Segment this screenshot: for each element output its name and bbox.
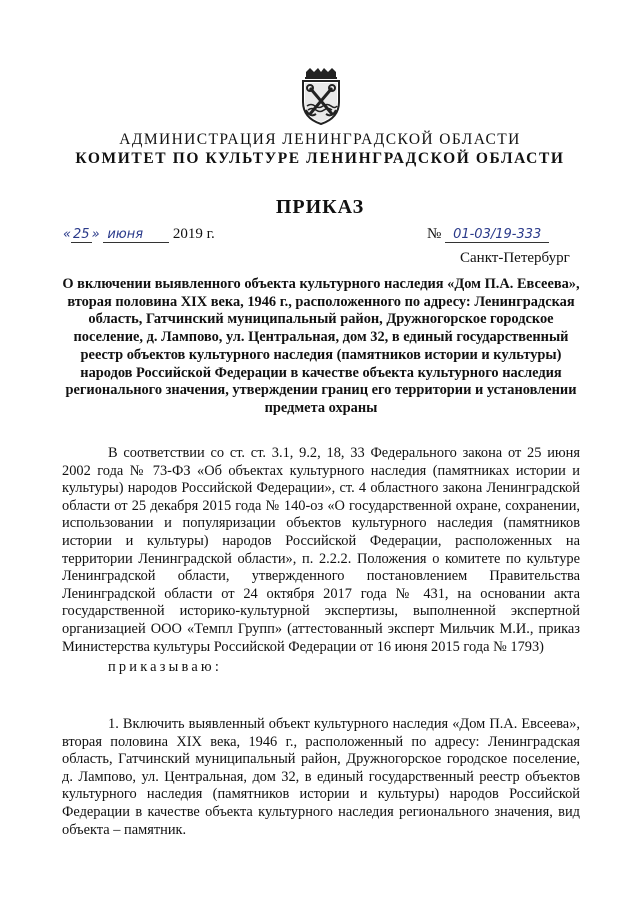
organization-line-1: АДМИНИСТРАЦИЯ ЛЕНИНГРАДСКОЙ ОБЛАСТИ <box>119 131 521 148</box>
preamble-paragraph: В соответствии со ст. ст. 3.1, 9.2, 18, 33 Федерального закона от 25 июня 2002 года № 73-ФЗ «Об объектах культурного наследия (памятниках истории и культуры) народов Российской Федерации», ст. 4 областного закона Ленинградской области от 25 декабря 2015 года № 140-оз «О государственной охране, сохранении, использовании и популяризации объектов культурного наследия (памятников истории и культуры) народов Российской Федерации, расположенных на территории Ленинградской области», п. 2.2.2. Положения о комитете по культуре Ленинградской области, утвержденного постановлением Правительства Ленинградской области от 24 октября 2017 года № 431, на основании акта государственной историко-культурной экспертизы, выполненной экспертной организацией ООО «Темпл Групп» (аттестованный эксперт Мильчик М.И., приказ Министерства культуры Российской Федерации от 16 июня 2015 года № 1793) <box>62 445 580 655</box>
document-title: ПРИКАЗ <box>275 196 365 218</box>
date-quote-close: » <box>91 227 100 242</box>
document-date <box>63 226 215 243</box>
number-prefix: № <box>427 226 442 242</box>
item-1-paragraph: 1. Включить выявленный объект культурного наследия «Дом П.А. Евсеева», вторая половина XIX века, 1946 г., расположенный по адресу: Ленинградская область, Гатчинский муниципальный район, Дружногорское городское поселение, д. Лампово, ул. Центральная, дом 32, в единый государственный реестр объектов культурного наследия (памятников истории и культуры) народов Российской Федерации в качестве объекта культурного наследия регионального значения, вид объекта – памятник. <box>62 716 580 838</box>
date-month-handwritten: июня <box>103 227 169 243</box>
date-year: 2019 г. <box>172 226 215 242</box>
date-day-handwritten: 25 <box>73 227 90 242</box>
organization-line-2: КОМИТЕТ ПО КУЛЬТУРЕ ЛЕНИНГРАДСКОЙ ОБЛАСТИ <box>75 150 565 167</box>
number-handwritten: 01-03/19-333 <box>445 227 549 243</box>
coat-of-arms-icon <box>296 68 346 126</box>
order-word: приказываю: <box>108 659 223 675</box>
date-quote-open: « <box>63 227 72 242</box>
document-subject: О включении выявленного объекта культурного наследия «Дом П.А. Евсеева», вторая половина XIX века, 1946 г., расположенного по адресу: Ленинградская область, Гатчинский муниципальный район, Дружногорское городское поселение, д. Лампово, ул. Центральная, дом 32, в единый государственный реестр объектов культурного наследия (памятников истории и культуры) народов Российской Федерации в качестве объекта культурного наследия регионального значения, утверждении границ его территории и установлении предмета охраны <box>62 276 580 416</box>
city: Санкт-Петербург <box>460 250 570 266</box>
document-number <box>427 226 549 243</box>
